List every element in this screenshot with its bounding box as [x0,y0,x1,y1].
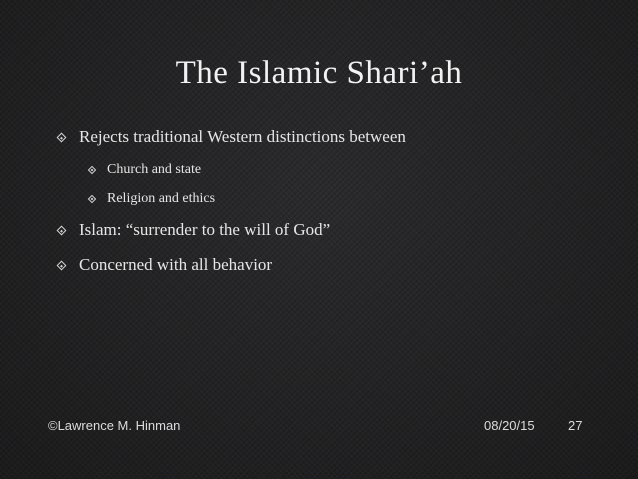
bullet-item [56,124,616,150]
diamond-bullet-icon [88,195,96,203]
sub-bullet-text: Church and state [107,162,202,177]
bullet-text: Rejects traditional Western distinctions between [79,127,406,146]
diamond-bullet-icon [57,260,67,270]
bullet-text: Islam: “surrender to the will of God” [79,220,331,239]
bullet-item [56,217,616,243]
footer-date: 08/20/15 [484,418,535,433]
diamond-bullet-icon [57,132,67,142]
footer-page-number: 27 [568,418,583,433]
sub-bullet-item [87,188,616,210]
bullet-item [56,252,616,278]
sub-bullet-text: Religion and ethics [107,191,216,206]
footer-author: ©Lawrence M. Hinman [48,418,181,433]
diamond-bullet-icon [88,166,96,174]
diamond-bullet-icon [57,225,67,235]
bullet-text: Concerned with all behavior [79,255,273,274]
sub-bullet-item [87,159,616,181]
bullet-list [56,124,616,287]
slide-title: The Islamic Shari’ah [175,55,463,91]
